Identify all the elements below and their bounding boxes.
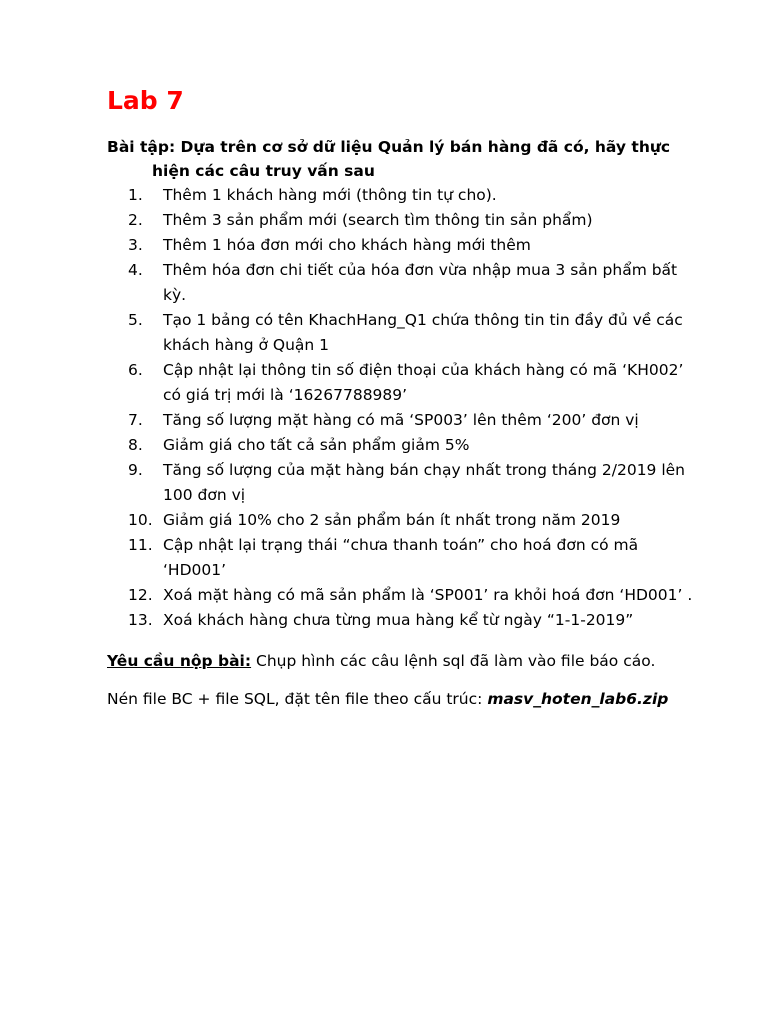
task-text: Tạo 1 bảng có tên KhachHang_Q1 chứa thông tin tin đầy đủ về các khách hàng ở Quận 1: [163, 311, 683, 354]
task-text: Giảm giá cho tất cả sản phẩm giảm 5%: [163, 436, 470, 454]
task-text: Tăng số lượng của mặt hàng bán chạy nhất trong tháng 2/2019 lên 100 đơn vị: [163, 461, 686, 504]
task-number: 4.: [128, 261, 143, 279]
task-number: 3.: [128, 236, 143, 254]
task-number: 12.: [128, 586, 153, 604]
submission-label: Yêu cầu nộp bài:: [107, 652, 252, 670]
task-text: Cập nhật lại trạng thái “chưa thanh toán” cho hoá đơn có mã ‘HD001’: [163, 536, 639, 579]
task-item-2: [107, 208, 697, 233]
task-item-13: [107, 608, 697, 633]
task-number: 13.: [128, 611, 153, 629]
task-list: [107, 183, 697, 633]
task-number: 1.: [128, 186, 143, 204]
task-number: 10.: [128, 511, 153, 529]
task-number: 7.: [128, 411, 143, 429]
task-text: Thêm hóa đơn chi tiết của hóa đơn vừa nhập mua 3 sản phẩm bất kỳ.: [163, 261, 678, 304]
exercise-intro-line1: Bài tập: Dựa trên cơ sở dữ liệu Quản lý bán hàng đã có, hãy thực: [107, 138, 671, 156]
task-number: 2.: [128, 211, 143, 229]
task-item-11: [107, 533, 697, 583]
submission-text: Chụp hình các câu lệnh sql đã làm vào file báo cáo.: [251, 652, 656, 670]
task-item-3: [107, 233, 697, 258]
task-item-12: [107, 583, 697, 608]
task-item-7: [107, 408, 697, 433]
task-text: Giảm giá 10% cho 2 sản phẩm bán ít nhất trong năm 2019: [163, 511, 621, 529]
zip-filename: masv_hoten_lab6.zip: [487, 690, 669, 708]
task-number: 6.: [128, 361, 143, 379]
task-item-5: [107, 308, 697, 358]
task-text: Thêm 1 hóa đơn mới cho khách hàng mới thêm: [163, 236, 531, 254]
task-text: Cập nhật lại thông tin số điện thoại của khách hàng có mã ‘KH002’ có giá trị mới là ‘16267788989’: [163, 361, 684, 404]
task-number: 8.: [128, 436, 143, 454]
task-number: 11.: [128, 536, 153, 554]
task-text: Xoá khách hàng chưa từng mua hàng kể từ ngày “1-1-2019”: [163, 611, 634, 629]
exercise-intro: [107, 135, 707, 183]
zip-instruction: [107, 687, 668, 712]
task-text: Tăng số lượng mặt hàng có mã ‘SP003’ lên thêm ‘200’ đơn vị: [163, 411, 639, 429]
task-item-9: [107, 458, 697, 508]
task-text: Thêm 3 sản phẩm mới (search tìm thông tin sản phẩm): [163, 211, 593, 229]
task-item-10: [107, 508, 697, 533]
task-item-4: [107, 258, 697, 308]
task-number: 5.: [128, 311, 143, 329]
task-item-6: [107, 358, 697, 408]
task-number: 9.: [128, 461, 143, 479]
exercise-intro-line2: hiện các câu truy vấn sau: [152, 162, 375, 180]
page-title: Lab 7: [107, 86, 184, 115]
task-item-1: [107, 183, 697, 208]
task-text: Thêm 1 khách hàng mới (thông tin tự cho).: [163, 186, 497, 204]
submission-requirement: [107, 649, 655, 674]
task-text: Xoá mặt hàng có mã sản phẩm là ‘SP001’ ra khỏi hoá đơn ‘HD001’ .: [163, 586, 693, 604]
task-item-8: [107, 433, 697, 458]
zip-instruction-text: Nén file BC + file SQL, đặt tên file theo cấu trúc:: [107, 690, 488, 708]
